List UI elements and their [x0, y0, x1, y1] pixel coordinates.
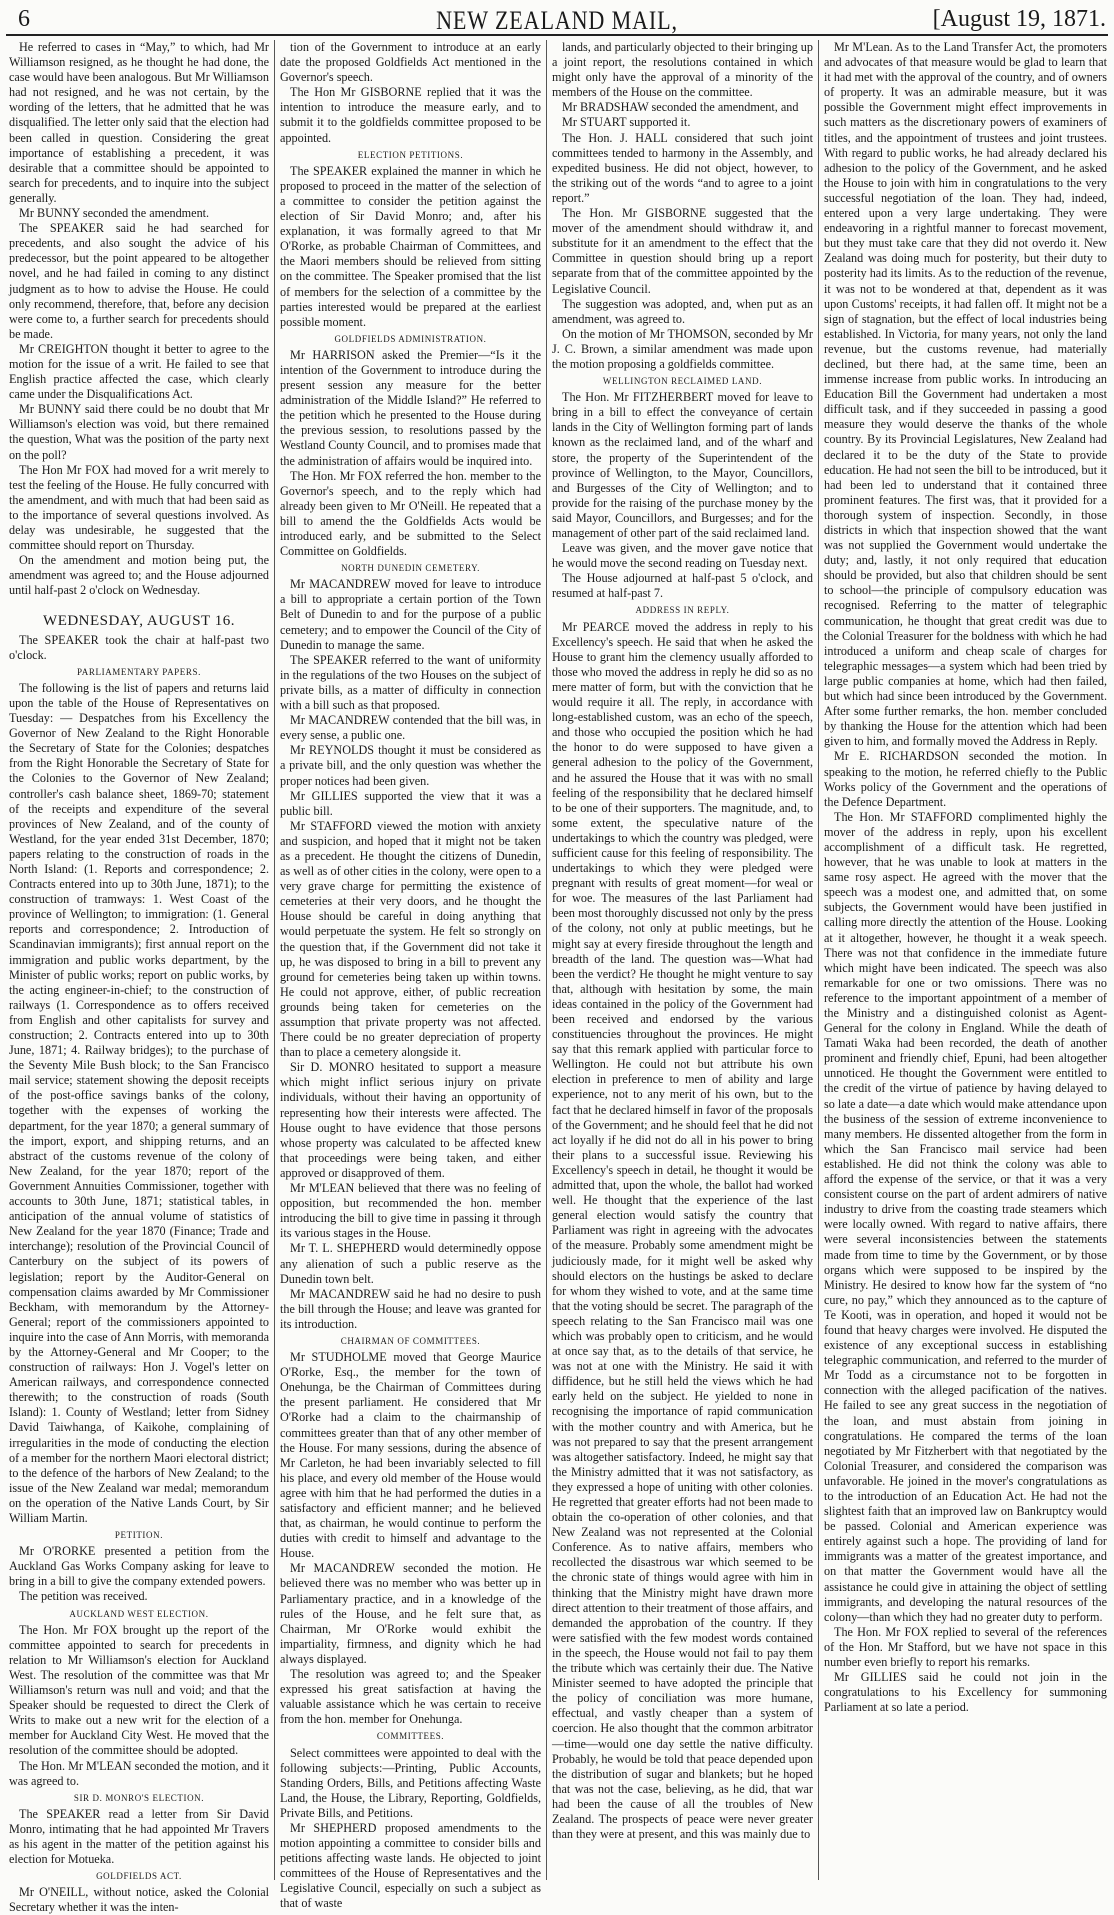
column-3: [546, 40, 818, 1880]
paragraph: Mr GILLIES said he could not join in the congratulations to his Excellency for summoning Parliament at so late a period.: [824, 1670, 1107, 1715]
section-heading: COMMITTEES.: [376, 1731, 445, 1742]
page-number: 6: [18, 6, 30, 32]
paragraph: Mr MACANDREW seconded the motion. He believed there was no member who was better up in Parliamentary practice, and in a knowledge of the rules of the House, and he felt sure that, as Chairman, Mr O'Rorke would exhibit the impartiality, firmness, and dignity which he had always displayed.: [280, 1561, 541, 1666]
issue-date: [August 19, 1871.: [932, 6, 1106, 32]
paragraph: The following is the list of papers and returns laid upon the table of the House of Representatives on Tuesday: — Despatches from his Excellency the Governor of New Zealand to the Right Honorable the Secretary of State for the Colonies; despatches from the Right Honorable the Secretary of State for the Colonies to the Governor of New Zealand; controller's cash balance sheet, 1869-70; statement of the receipts and expenditure of the several provinces of New Zealand, and of the county of Westland, for the year ended 31st December, 1870; papers relating to the construction of roads in the North Island: (1. Reports and correspondence; 2. Contracts entered into up to 30th June, 1871); to the construction of tramways: 1. West Coast of the province of Wellington; to immigration: (1. General reports and correspondence; 2. Introduction of Scandinavian immigrants); first annual report on the immigration and public works department, by the Minister of public works; report on public works, by the acting engineer-in-chief; to the construction of railways (1. Correspondence as to offers received from English and other capitalists for survey and construction; 2. Contracts entered into up to 30th June, 1871; 4. Railway bridges); to the purchase of the Seventy Mile Bush block; to the San Francisco mail service; statement showing the deposit receipts of the post-office savings banks of the colony, together with the expenses of working the department, for the year 1870; a general summary of the import, export, and shipping returns, and an abstract of the customs revenue of the colony of New Zealand, for the year 1870; report of the Government Annuities Commissioner, together with accounts to 30th June, 1871; statistical tables, in anticipation of the annual volume of statistics of New Zealand for the year 1870 (Finance; Trade and interchange); resolution of the Provincial Council of Canterbury on the subject of its powers of legislation; report by the Auditor-General on compensation claims awarded by Mr Commissioner Beckham, with memorandum by the Attorney-General; report of the commissioners appointed to inquire into the case of Ann Morris, with memoranda by the Attorney-General and Mr Cooper; to the construction of railways: Hon J. Vogel's letter on American railways, and correspondence connected therewith; to the construction of roads (South Island): 1. County of Westland; letter from Sidney David Taiwhanga, of Kaikohe, complaining of irregularities in the mode of conducting the election of a member for the northern Maori electoral district; to the defence of the harbors of New Zealand; to the issue of the New Zealand war medal; memorandum on the operation of the Native Lands Court, by Sir William Martin.: [9, 680, 269, 1525]
paragraph: The Hon. Mr FOX replied to several of the references of the Hon. Mr Stafford, but we have not space in this number even briefly to report his remarks.: [824, 1624, 1107, 1670]
column-1: [4, 40, 274, 1915]
section-heading: ELECTION PETITIONS.: [357, 149, 464, 160]
paragraph: Mr REYNOLDS thought it must be considered as a private bill, and the only question was whether the proper notices had been given.: [280, 743, 541, 788]
paragraph: Mr HARRISON asked the Premier—“Is it the intention of the Government to introduce during the present session any measure for the better administration of the Middle Island?” He referred to the petition which he presented to the House during the previous session, to resolutions passed by the Westland County Council, and to promises made that the administration of affairs would be inquired into.: [280, 347, 541, 468]
paragraph: The resolution was agreed to; and the Speaker expressed his great satisfaction at having the valuable assistance which he was certain to receive from the hon. member for Onehunga.: [280, 1667, 541, 1727]
section-heading: NORTH DUNEDIN CEMETERY.: [341, 563, 480, 574]
paragraph: The Hon Mr GISBORNE replied that it was the intention to introduce the measure early, and to submit it to the goldfields committee proposed to be appointed.: [280, 85, 541, 145]
paragraph: Mr STUDHOLME moved that George Maurice O'Rorke, Esq., the member for the town of Onehunga, be the Chairman of Committees during the present parliament. He considered that Mr O'Rorke had a claim to the chairmanship of committees greater than that of any other member of the House. For many sessions, during the absence of Mr Carleton, he had been invariably selected to fill his place, and every old member of the House would agree with him that he had performed the duties in a satisfactory and efficient manner; and he believed that, as chairman, he would continue to perform the duties with credit to himself and advantage to the House.: [280, 1350, 541, 1561]
paragraph: Mr BRADSHAW seconded the amendment, and: [562, 100, 799, 115]
paragraph: Mr M'LEAN believed that there was no feeling of opposition, but recommended the hon. member introducing the bill to give time in passing it through its various stages in the House.: [280, 1181, 541, 1241]
paragraph: Sir D. MONRO hesitated to support a measure which might inflict serious injury on private individuals, without their having an opportunity of representing how their interests were affected. The House ought to have evidence that those persons whose property was calculated to be affected knew that proceedings were being taken, and either approved or disapproved of them.: [280, 1060, 541, 1180]
article-columns: [4, 40, 1112, 1915]
paragraph: The SPEAKER explained the manner in which he proposed to proceed in the matter of the selection of a committee to consider the petition against the election of Sir David Monro; and, after his explanation, it was formally agreed to that Mr O'Rorke, as probable Chairman of Committees, and the Maori members should be relieved from sitting on the committee. The Speaker promised that the list of members for the selection of a committee by the parties interested would be prepared at the earliest possible moment.: [280, 163, 541, 329]
paragraph: Mr BUNNY seconded the amendment.: [19, 206, 210, 221]
section-heading: SIR D. MONRO'S ELECTION.: [73, 1792, 205, 1803]
paragraph: The SPEAKER read a letter from Sir David Monro, intimating that he had appointed Mr Travers as his agent in the matter of the petition against his election for Motueka.: [9, 1806, 269, 1867]
paragraph: Mr E. RICHARDSON seconded the motion. In speaking to the motion, he referred chiefly to the Public Works policy of the Government and the operations of the Defence Department.: [824, 749, 1107, 809]
section-heading: ADDRESS IN REPLY.: [635, 605, 730, 616]
paragraph: Mr SHEPHERD proposed amendments to the motion appointing a committee to consider bills and petitions affecting waste lands. He objected to joint committees of the House of Representatives and the Legislative Council, especially on such a subject as that of waste: [280, 1820, 541, 1911]
paragraph: He referred to cases in “May,” to which, had Mr Williamson resigned, as he thought he had done, the case would have been analogous. But Mr Williamson had not resigned, and he was not certain, by the wording of the letters, that he admitted that he was disqualified. The letter only said that the election had been called in question. Considering the great importance of establishing a precedent, it was desirable that a committee should be appointed to search for precedents, and to inquire into the subject generally.: [9, 40, 269, 205]
paragraph: Leave was given, and the mover gave notice that he would move the second reading on Tuesday next.: [552, 541, 813, 571]
section-heading: PARLIAMENTARY PAPERS.: [77, 666, 201, 677]
column-2: [274, 40, 546, 1911]
masthead: [0, 0, 1114, 34]
paragraph: Mr PEARCE moved the address in reply to his Excellency's speech. He said that when he asked the House to grant him the clemency usually afforded to those who moved the address in reply he did so as no mere matter of form, but with the conviction that he would require it all. The reply, in accordance with long-established custom, was an echo of the speech, and those who occupied the position which he had the honor to do were supposed to have given a general adhesion to the policy of the Government, and he assured the House that it was with no small feeling of the responsibility that he declared himself to be one of their supporters. The magnitude, and, to some extent, the speculative nature of the undertakings to which the country was pledged, were sufficient cause for this feeling of responsibility. The undertakings to which they were pledged were pregnant with results of great moment—for weal or for woe. The measures of the last Parliament had been most thoroughly discussed not only by the press of the colony, not only at public meetings, but he might say at every fireside throughout the length and breadth of the land. The question was—What had been the verdict? He thought he might venture to say that, although with hesitation by some, the main ideas contained in the policy of the Government had been received and endorsed by the various constituencies throughout the provinces. He might say that this remark applied with particular force to Wellington. He could not but attribute his own election in preference to men of ability and large experience, not to any merit of his own, but to the fact that he declared himself in favor of the proposals of the Government; and he should feel that he did not act loyally if he did not do all in his power to bring their plans to a successful issue. Reviewing his Excellency's speech in detail, he thought it would be admitted that, upon the whole, the ballot had worked well. He thought that the experience of the last general election would satisfy the country that Parliament was right in agreeing with the advocates of the measure. Probably some amendment might be judiciously made, for it might well be asked why should electors on the hustings be asked to declare for whom they wished to vote, and at the same time that the voting should be secret. The paragraph of the speech relating to the San Francisco mail was one which was probably open to criticism, and he would at once say that, as to the details of that service, he was not at one with the Ministry. He said it with diffidence, but he still held the views which he had early held on the subject. He yielded to none in recognising the importance of rapid communication with the mother country and with America, but he was not prepared to say that the present arrangement was altogether satisfactory. Indeed, he might say that the Ministry admitted that it was not satisfactory, as they expressed a hope of uniting with other colonies. He regretted that greater efforts had not been made to obtain the co-operation of other colonies, and that New Zealand was not represented at the Colonial Conference. As to native affairs, members who recollected the disastrous war which seemed to be the chronic state of things would agree with him in thinking that the Ministry might have drawn more direct attention to their treatment of those affairs, and demanded the approbation of the country. If they were satisfied with the few modest words contained in the speech, the House would not fail to pay them the tribute which was certainly their due. The Native Minister seemed to have adopted the principle that the policy of conciliation was more humane, effectual, and vastly cheaper than a system of coercion. He also thought that the common arbitrator—time—would one day settle the native difficulty. Probably, he would be told that peace depended upon the distribution of sugar and blankets; but he hoped that was not the case, believing, as he did, that war had been the cause of all the troubles of New Zealand. The prospects of peace were never greater than they were at present, and this was mainly due to: [552, 619, 813, 1842]
paragraph: The petition was received.: [19, 1589, 148, 1604]
paragraph: The Hon. J. HALL considered that such joint committees tended to harmony in the Assembly, and expedited business. He did not object, however, to the striking out of the words “and to agree to a joint report.”: [552, 130, 813, 205]
paragraph: The SPEAKER referred to the want of uniformity in the regulations of the two Houses on the subject of private bills, as a matter of difficulty in connection with a bill such as that proposed.: [280, 652, 541, 713]
paragraph: Mr M'Lean. As to the Land Transfer Act, the promoters and advocates of that measure would be glad to learn that it had met with the approval of the country, and of owners of property. It was an admirable measure, but it was possible the Government might effect improvements in such matters as the discretionary powers of examiners of titles, and the appointment of trustees and joint trustees. With regard to public works, he had already declared his adhesion to the policy of the Government, and he asked the House to join with him in congratulations to the very successful negotiation of the loan. They had, indeed, entered upon a very large undertaking. They were endeavoring in a rightful manner to forecast movement, but they must take care that they did not overdo it. New Zealand was doing much for posterity, but their duty to posterity had its limits. As to the reduction of the revenue, it was not to be wondered at that, dependent as it was upon Customs' receipts, it had fallen off. It might not be a sign of stagnation, but the effect of local industries being established. In Victoria, for many years, not only the land revenue, but the customs revenue, had materially declined, but there had, at the same time, been an immense increase from public works. In introducing an Education Bill the Government had undertaken a most difficult task, and if they succeeded in passing a good measure they would deserve the thanks of the whole country. By its Provincial Legislatures, New Zealand had declared it to be the duty of the State to provide education. He had not seen the bill to be introduced, but it had been led to understand that it contained three prominent features. The first was, that it provided for a thorough system of inspection. Secondly, in those districts in which that inspection showed that the want was not supplied the Government would undertake the duty; and, lastly, it not only required that education should be provided, but also that children should be sent to school—the principle of compulsory education was recognised. Referring to the matter of telegraphic communication, he thought that great credit was due to the Colonial Treasurer for the boldness with which he had introduced a uniform and cheap scale of charges for telegraphic messages—a system which had been tried by large public companies at home, which had then failed, but which had since been introduced by the Government. After some further remarks, the hon. member concluded by thanking the House for the attention which had been given to him, and formally moved the Address in Reply.: [824, 40, 1107, 749]
section-heading: CHAIRMAN OF COMMITTEES.: [340, 1335, 481, 1346]
section-heading: GOLDFIELDS ACT.: [96, 1871, 182, 1882]
paragraph: Mr STAFFORD viewed the motion with anxiety and suspicion, and hoped that it might not be taken as a precedent. He thought the citizens of Dunedin, as well as of other cities in the colony, were open to a very grave charge for permitting the existence of cemeteries at their very doors, and he thought the House should be careful in doing anything that would perpetuate the system. He felt so strongly on the question that, if the Government did not take it up, he was disposed to bring in a bill to prevent any ground for cemeteries being taken up within towns. He could not approve, either, of public recreation grounds being taken for cemeteries on the assumption that private property was not affected. There could be no greater depreciation of property than to place a cemetery alongside it.: [280, 818, 541, 1060]
paragraph: Mr T. L. SHEPHERD would determinedly oppose any alienation of such a public reserve as the Dunedin town belt.: [280, 1241, 541, 1286]
paragraph: Mr MACANDREW contended that the bill was, in every sense, a public one.: [280, 713, 541, 743]
column-4: [818, 40, 1112, 1880]
paragraph: The Hon. Mr GISBORNE suggested that the mover of the amendment should withdraw it, and substitute for it an amendment to the effect that the Committee in question should bring up a report separate from that of the committee appointed by the Legislative Council.: [552, 206, 813, 296]
date-heading: WEDNESDAY, AUGUST 16.: [43, 613, 235, 630]
paragraph: On the motion of Mr THOMSON, seconded by Mr J. C. Brown, a similar amendment was made upon the motion proposing a goldfields committee.: [552, 326, 813, 371]
paragraph: On the amendment and motion being put, the amendment was agreed to; and the House adjourned until half-past 2 o'clock on Wednesday.: [9, 553, 269, 598]
paragraph: Mr O'RORKE presented a petition from the Auckland Gas Works Company asking for leave to bring in a bill to give the company extended powers.: [9, 1544, 269, 1589]
paragraph: Select committees were appointed to deal with the following subjects:—Printing, Public Accounts, Standing Orders, Bills, and Petitions affecting Waste Land, the House, the Library, Reporting, Goldfields, Private Bills, and Petitions.: [280, 1745, 541, 1820]
paragraph: Mr STUART supported it.: [562, 115, 691, 130]
section-heading: WELLINGTON RECLAIMED LAND.: [602, 376, 763, 387]
paragraph: The SPEAKER took the chair at half-past two o'clock.: [9, 632, 269, 662]
paragraph: Mr BUNNY said there could be no doubt that Mr Williamson's election was void, but there remained the question, What was the position of the party next on the poll?: [9, 402, 269, 462]
paragraph: The Hon. Mr FOX referred the hon. member to the Governor's speech, and to the reply which had already been given to Mr O'Neill. He repeated that a bill to amend the the Goldfields Acts would be introduced early, and be submitted to the Select Committee on Goldfields.: [280, 468, 541, 559]
paragraph: The suggestion was adopted, and, when put as an amendment, was agreed to.: [552, 296, 813, 326]
paragraph: Mr GILLIES supported the view that it was a public bill.: [280, 788, 541, 818]
section-heading: PETITION.: [114, 1530, 164, 1541]
paragraph: The SPEAKER said he had searched for precedents, and also sought the advice of his predecessor, but the point appeared to be altogether novel, and he had failed in coming to any distinct judgment as to how to advise the House. He could only recommend, therefore, that, before any decision were come to, a further search for precedents should be made.: [9, 221, 269, 341]
paragraph: Mr MACANDREW moved for leave to introduce a bill to appropriate a certain portion of the Town Belt of Dunedin to and for the purpose of a public cemetery; and to empower the Council of the City of Dunedin to manage the same.: [280, 577, 541, 652]
paragraph: The Hon. Mr FOX brought up the report of the committee appointed to search for precedents in relation to Mr Williamson's election for Auckland West. The resolution of the committee was that Mr Williamson's return was null and void; and that the Speaker should be requested to direct the Clerk of Writs to make out a new writ for the election of a member for Auckland City West. He moved that the resolution of the committee should be adopted.: [9, 1622, 269, 1758]
paragraph: The Hon. Mr STAFFORD complimented highly the mover of the address in reply, upon his excellent accomplishment of a difficult task. He regretted, however, that he was unable to look at matters in the same rosy aspect. He agreed with the mover that the speech was a modest one, and admitted that, on some subjects, the Government would have been justified in calling more directly the attention of the House. Looking at it altogether, however, he thought it a weak speech. There was not that confidence in the immediate future which might have been indicated. The speech was also remarkable for one or two omissions. There was no reference to the important appointment of a member of the Ministry and a distinguished colonist as Agent-General for the colony in England. While the death of Tamati Waka had been recorded, the death of another prominent and friendly chief, Epuni, had been altogether unnoticed. He thought the Government were entitled to the credit of the virtue of patience by having delayed to so late a date—a date which would make attendance upon the business of the session of extreme inconvenience to many members. He dissented altogether from the form in which the San Francisco mail service had been established. He did not think the colony was able to afford the expense of the service, or that it was a very consistent course on the part of ardent admirers of native industry to drive from the coasting trade steamers which were locally owned. With regard to native affairs, there were several inconsistencies between the statements made from time to time by the Government, or by those organs which were supposed to be inspired by the Ministry. He desired to know how far the system of “no cure, no pay,” which they announced as to the capture of Te Kooti, was in operation, and hoped it would not be found that heavy charges were involved. He disputed the existence of any exceptional success in establishing telegraphic communication, and referred to the murder of Mr Todd as a circumstance not to be forgotten in connection with the alleged pacification of the natives. He failed to see any great success in the negotiation of the loan, and must abstain from joining in congratulations. He compared the terms of the loan negotiated by Mr Fitzherbert with that negotiated by the Colonial Treasurer, and considered the comparison was unfavorable. He joined in the mover's congratulations as to the introduction of an Education Act. He had not the slightest faith that an improved law on Bankruptcy would be passed. Colonial and American experience was entirely against such a hope. The providing of land for immigrants was a matter of the greatest importance, and on that matter the Government would have all the assistance he could give in attaining the object of settling immigrants, and developing the natural resources of the colony—than which they had no greater duty to perform.: [824, 809, 1107, 1624]
paragraph: The Hon. Mr M'LEAN seconded the motion, and it was agreed to.: [9, 1758, 269, 1788]
paragraph: The House adjourned at half-past 5 o'clock, and resumed at half-past 7.: [552, 571, 813, 601]
section-heading: GOLDFIELDS ADMINISTRATION.: [334, 333, 487, 344]
header-rule: [6, 34, 1108, 36]
paragraph: Mr MACANDREW said he had no desire to push the bill through the House; and leave was granted for its introduction.: [280, 1286, 541, 1331]
paragraph: tion of the Government to introduce at an early date the proposed Goldfields Act mentioned in the Governor's speech.: [280, 40, 541, 85]
newspaper-title: NEW ZEALAND MAIL,: [436, 6, 678, 35]
paragraph: Mr O'NEILL, without notice, asked the Colonial Secretary whether it was the inten-: [9, 1885, 269, 1915]
paragraph: lands, and particularly objected to their bringing up a joint report, the resolutions contained in which might only have the approval of a minority of the members of the House on the committee.: [552, 40, 813, 100]
paragraph: Mr CREIGHTON thought it better to agree to the motion for the issue of a writ. He failed to see that English practice affected the case, which clearly came under the Disqualifications Act.: [9, 341, 269, 402]
section-heading: AUCKLAND WEST ELECTION.: [69, 1608, 209, 1619]
paragraph: The Hon. Mr FITZHERBERT moved for leave to bring in a bill to effect the conveyance of certain lands in the City of Wellington forming part of lands known as the reclaimed land, and of the wharf and store, the property of the Superintendent of the province of Wellington, to the Mayor, Councillors, and Burgesses of the City of Wellington; and to provide for the raising of the purchase money by the said Mayor, Councillors, and Burgesses; and for the management of other part of the said reclaimed land.: [552, 390, 813, 540]
paragraph: The Hon Mr FOX had moved for a writ merely to test the feeling of the House. He fully concurred with the amendment, and with much that had been said as to the importance of several questions involved. As delay was undesirable, he suggested that the committee should report on Thursday.: [9, 462, 269, 553]
